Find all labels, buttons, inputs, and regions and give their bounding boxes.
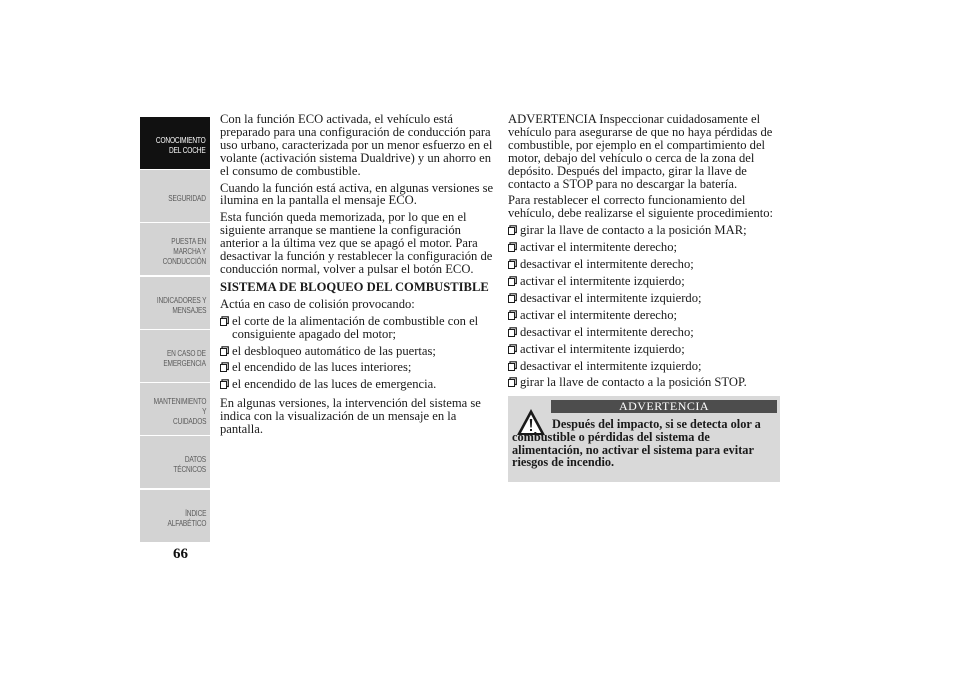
list-item — [508, 376, 783, 389]
list-item-text: desactivar el intermitente izquierdo; — [520, 290, 702, 305]
warning-box — [508, 396, 780, 482]
sidebar-tab-emergencia[interactable] — [140, 330, 210, 382]
list-item — [220, 378, 495, 391]
checkbox-bullet-icon — [508, 293, 517, 303]
right-column — [508, 113, 783, 482]
list-item-text: el corte de la alimentación de combustible con el consiguiente apagado del motor; — [232, 313, 479, 341]
sidebar-tab-datos-tecnicos[interactable] — [140, 436, 210, 488]
list-item — [508, 241, 783, 254]
sidebar-tab-mantenimiento[interactable] — [140, 383, 210, 435]
section-intro: Actúa en caso de colisión provocando: — [220, 296, 415, 311]
chapter-sidebar — [140, 117, 210, 543]
sidebar-tab-label: EN CASO DE EMERGENCIA — [163, 349, 206, 368]
checkbox-bullet-icon — [508, 344, 517, 354]
section-heading: SISTEMA DE BLOQUEO DEL COMBUSTIBLE — [220, 279, 489, 294]
checkbox-bullet-icon — [508, 310, 517, 320]
list-item — [220, 361, 495, 374]
list-item-text: activar el intermitente derecho; — [520, 307, 677, 322]
list-item — [508, 292, 783, 305]
list-item — [220, 345, 495, 358]
advertencia-paragraph: ADVERTENCIA Inspeccionar cuidadosamente el vehículo para asegurarse de que no haya pérdidas de combustible, por ejemplo en el compartimiento del motor, debajo del vehículo o cerca de la zona del depósito. Después del impacto, girar la llave de contacto a STOP para no descargar la batería. — [508, 112, 773, 191]
checkbox-bullet-icon — [508, 327, 517, 337]
list-item — [220, 315, 495, 341]
eco-paragraph-4: En algunas versiones, la intervención del sistema se indica con la visualización de un mensaje en la pantalla. — [220, 396, 481, 437]
checkbox-bullet-icon — [508, 242, 517, 252]
checkbox-bullet-icon — [220, 362, 229, 372]
eco-paragraph-1: Con la función ECO activada, el vehículo está preparado para una configuración de conducción para uso urbano, caracterizada por un menor esfuerzo en el volante (activación sistema Dualdrive) y un ahorro en el consumo de combustible. — [220, 112, 493, 178]
eco-paragraph-3: Esta función queda memorizada, por lo que en el siguiente arranque se mantiene la configuración anterior a la última vez que se apagó el motor. Para desactivar la función y restablecer la configuración de conducción normal, volver a pulsar el botón ECO. — [220, 210, 493, 276]
list-item — [508, 275, 783, 288]
procedure-steps — [508, 224, 783, 389]
sidebar-tab-label: INDICADORES Y MENSAJES — [156, 296, 206, 315]
checkbox-bullet-icon — [220, 316, 229, 326]
list-item-text: el encendido de las luces interiores; — [232, 360, 412, 375]
list-item — [508, 360, 783, 373]
list-item-text: girar la llave de contacto a la posición STOP. — [520, 375, 747, 390]
sidebar-tab-label: CONOCIMIENTO DEL COCHE — [156, 136, 206, 155]
sidebar-tab-label: DATOS TÉCNICOS — [173, 455, 206, 474]
list-item — [508, 343, 783, 356]
list-item — [508, 309, 783, 322]
sidebar-tab-label: PUESTA EN MARCHA Y CONDUCCIÓN — [162, 237, 206, 266]
left-column — [220, 113, 495, 440]
checkbox-bullet-icon — [508, 259, 517, 269]
list-item-text: activar el intermitente izquierdo; — [520, 341, 685, 356]
checkbox-bullet-icon — [508, 377, 517, 387]
list-item-text: desactivar el intermitente izquierdo; — [520, 358, 702, 373]
sidebar-tab-label: ÍNDICE ALFABÉTICO — [167, 509, 206, 528]
sidebar-tab-label: SEGURIDAD — [168, 194, 206, 203]
list-item-text: el encendido de las luces de emergencia. — [232, 377, 437, 392]
procedure-intro: Para restablecer el correcto funcionamiento del vehículo, debe realizarse el siguiente procedimiento: — [508, 193, 774, 221]
checkbox-bullet-icon — [508, 276, 517, 286]
checkbox-bullet-icon — [508, 225, 517, 235]
list-item-text: desactivar el intermitente derecho; — [520, 324, 694, 339]
checkbox-bullet-icon — [220, 379, 229, 389]
checkbox-bullet-icon — [220, 346, 229, 356]
list-item — [508, 326, 783, 339]
list-item-text: activar el intermitente izquierdo; — [520, 273, 685, 288]
sidebar-tab-conocimiento[interactable] — [140, 117, 210, 169]
checkbox-bullet-icon — [508, 361, 517, 371]
list-item — [508, 224, 783, 237]
list-item-text: el desbloqueo automático de las puertas; — [232, 343, 436, 358]
sidebar-tab-seguridad[interactable] — [140, 170, 210, 222]
sidebar-tab-puesta-en-marcha[interactable] — [140, 223, 210, 275]
warning-title: ADVERTENCIA — [551, 400, 777, 413]
sidebar-tab-label: MANTENIMIENTO Y CUIDADOS — [153, 397, 206, 426]
warning-text: Después del impacto, si se detecta olor a combustible o pérdidas del sistema de alimentación, no activar el sistema para evitar riesgos de incendio. — [512, 417, 761, 470]
eco-paragraph-2: Cuando la función está activa, en algunas versiones se ilumina en la pantalla el mensaje ECO. — [220, 180, 494, 208]
list-item-text: desactivar el intermitente derecho; — [520, 257, 694, 272]
list-item-text: girar la llave de contacto a la posición MAR; — [520, 223, 747, 238]
list-item-text: activar el intermitente derecho; — [520, 240, 677, 255]
page-number: 66 — [173, 546, 188, 562]
sidebar-tab-indice[interactable] — [140, 490, 210, 542]
effects-list — [220, 315, 495, 392]
sidebar-tab-indicadores[interactable] — [140, 277, 210, 329]
list-item — [508, 258, 783, 271]
